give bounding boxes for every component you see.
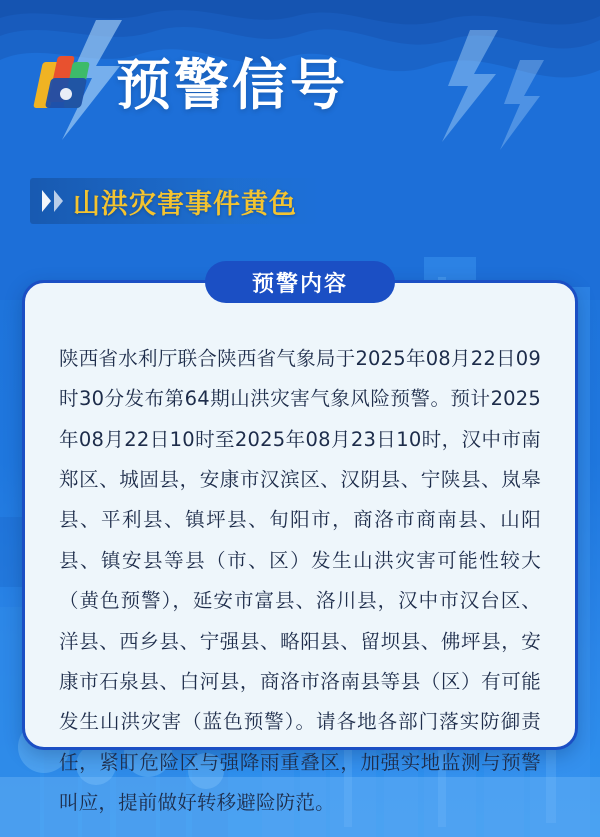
warning-content-card bbox=[22, 270, 578, 814]
double-chevron-right-icon bbox=[42, 190, 63, 212]
card-body bbox=[25, 283, 575, 837]
warning-type-banner bbox=[30, 178, 323, 224]
cma-logo-icon bbox=[36, 52, 98, 118]
page-title: 预警信号 bbox=[116, 53, 349, 116]
card-title-label: 预警内容 bbox=[251, 270, 348, 296]
card-title-chip bbox=[205, 261, 395, 303]
poster-header bbox=[36, 52, 348, 118]
warning-type-label: 山洪灾害事件黄色 bbox=[73, 188, 297, 219]
warning-body-text: 陕西省水利厅联合陕西省气象局于2025年08月22日09时30分发布第64期山洪灾害气象风险预警。预计2025年08月22日10时至2025年08月23日10时，汉中市南郑区、城固县，安康市汉滨区、汉阴县、宁陕县、岚皋县、平利县、镇坪县、旬阳市，商洛市商南县、山阳县、镇安县等县（市、区）发生山洪灾害可能性较大（黄色预警），延安市富县、洛川县，汉中市汉台区、洋县、西乡县、宁强县、略阳县、留坝县、佛坪县，安康市石泉县、白河县，商洛市洛南县等县（区）有可能发生山洪灾害（蓝色预警）。请各地各部门落实防御责任，紧盯危险区与强降雨重叠区，加强实地监测与预警叫应，提前做好转移避险防范。 bbox=[59, 347, 541, 814]
